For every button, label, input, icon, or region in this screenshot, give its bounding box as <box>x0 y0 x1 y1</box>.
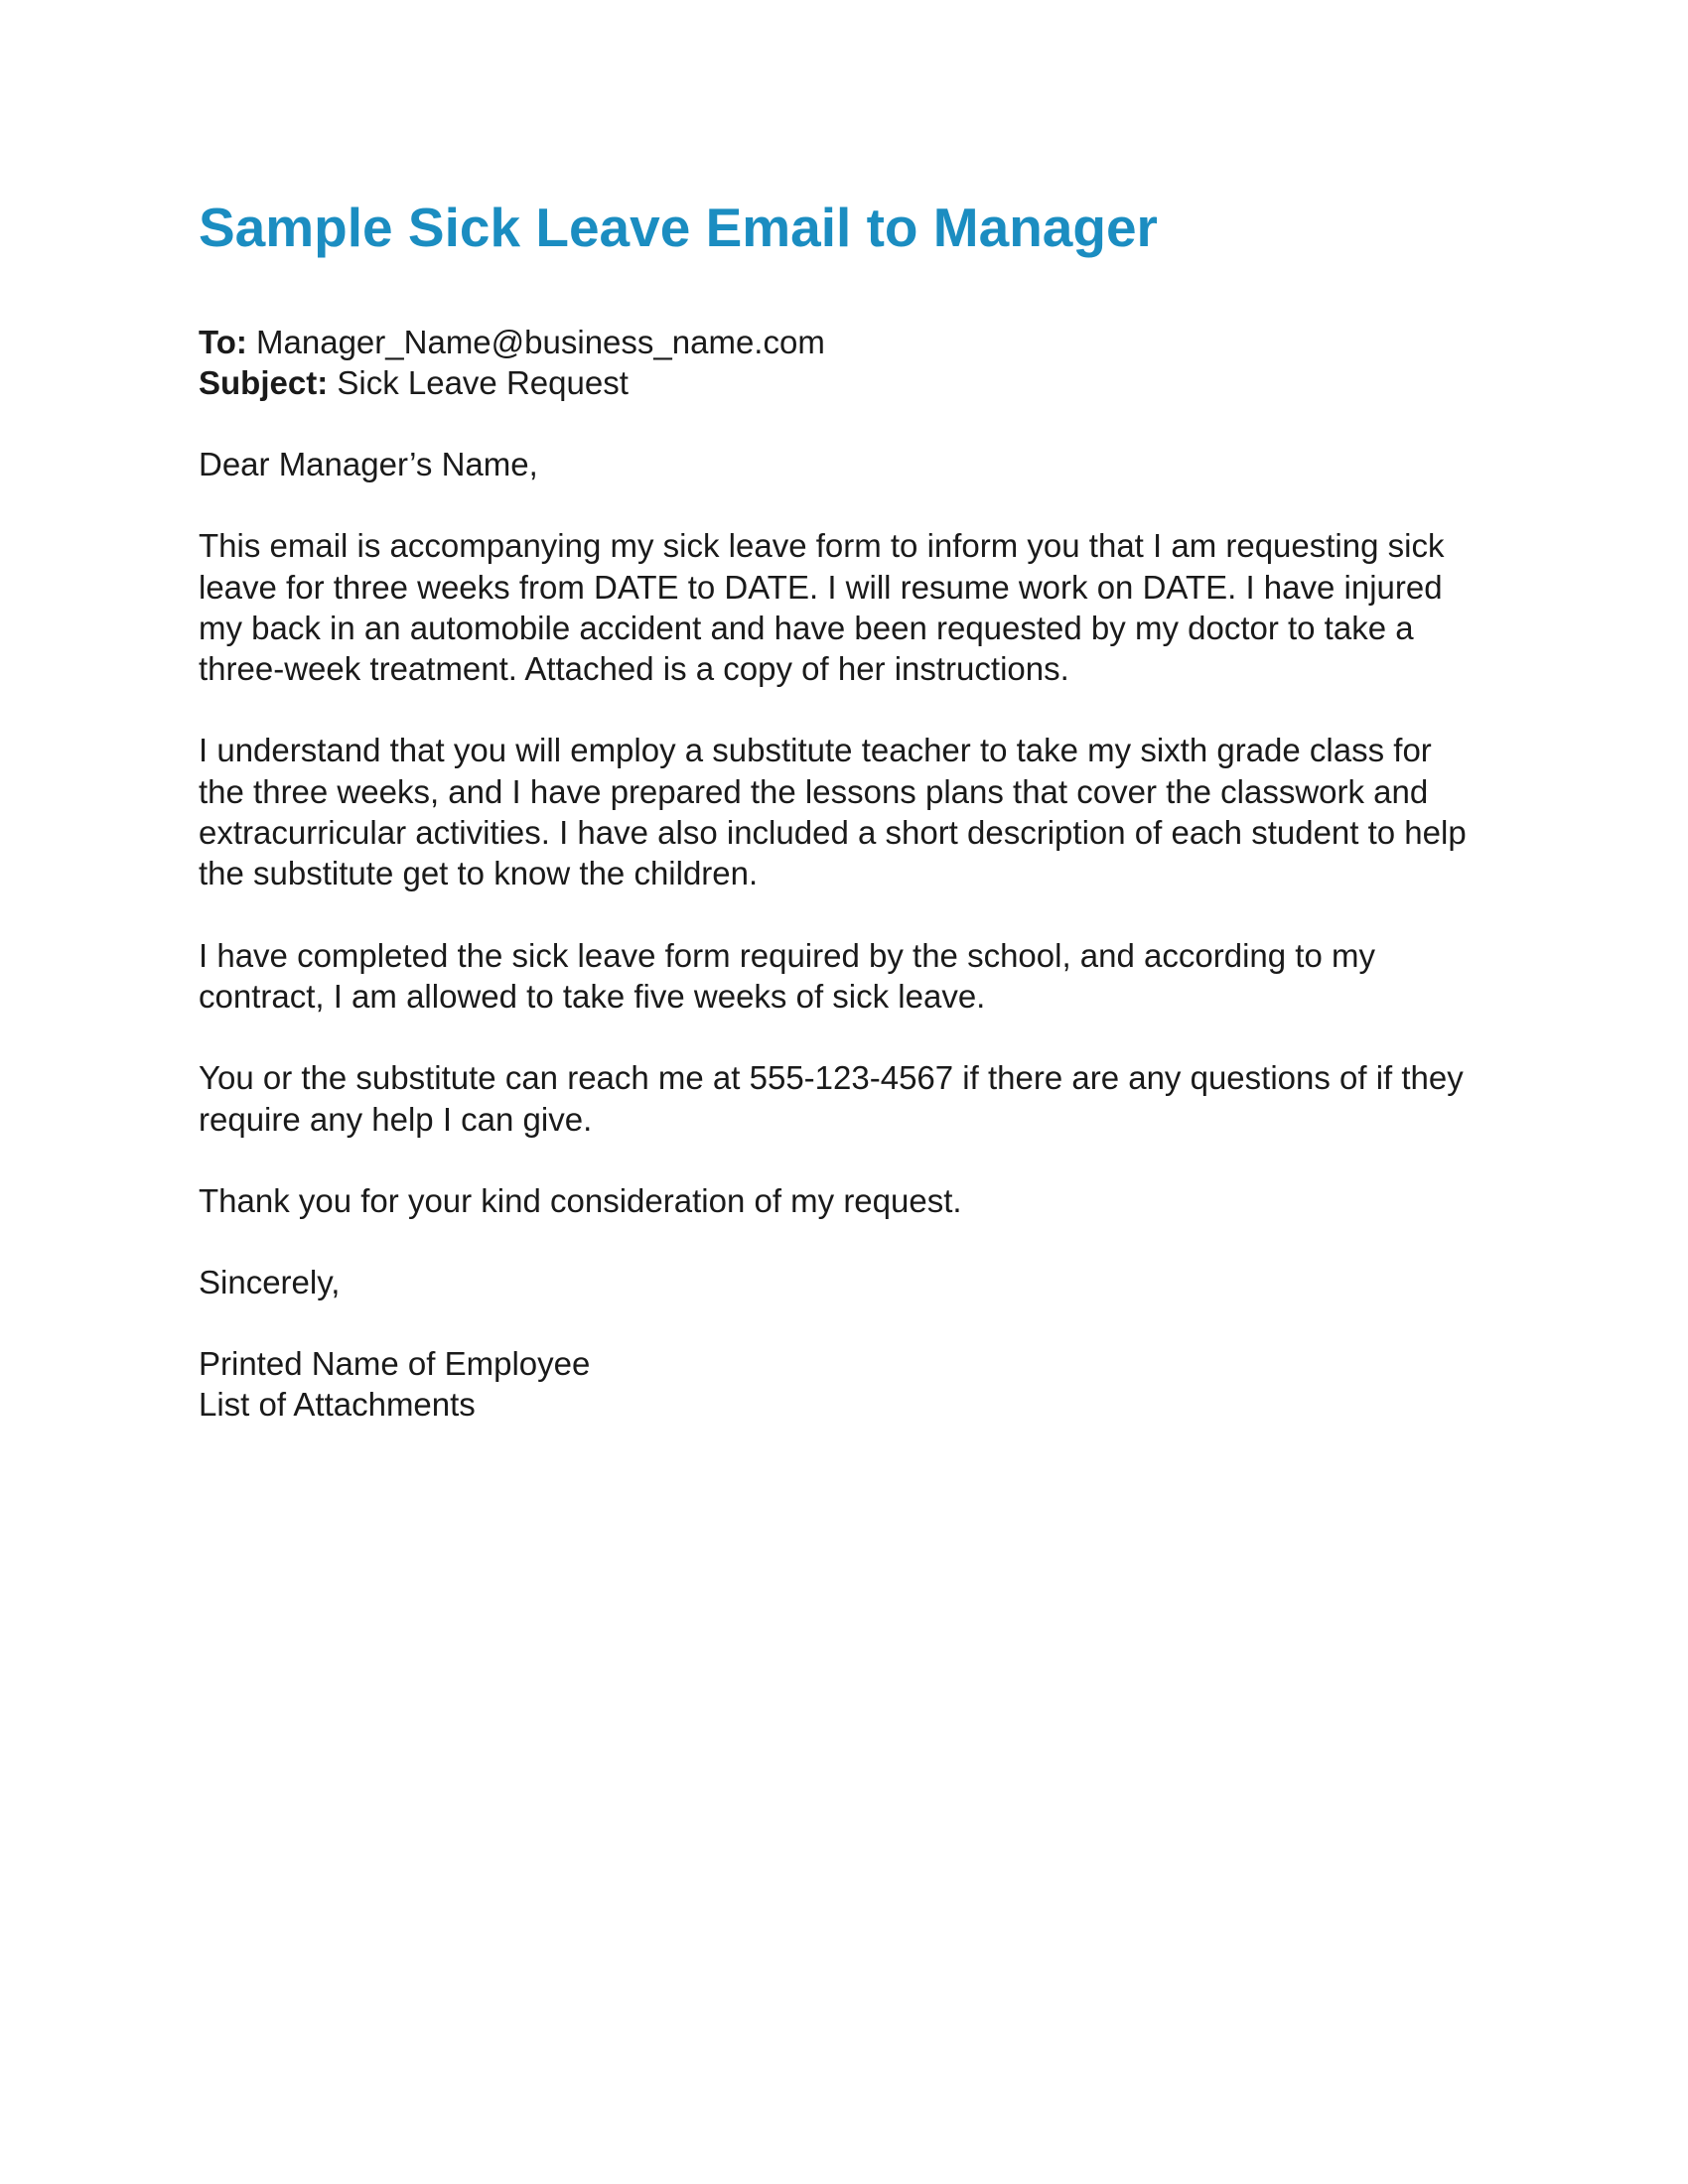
paragraph-line: I understand that you will employ a substitute teacher to take my sixth grade class for <box>199 732 1432 769</box>
paragraph-line: require any help I can give. <box>199 1100 593 1138</box>
to-address: Manager_Name@business_name.com <box>256 324 825 360</box>
signature-block <box>199 1343 1489 1425</box>
paragraph-line: extracurricular activities. I have also included a short description of each student to help <box>199 814 1467 852</box>
subject-line <box>199 362 1489 403</box>
body-paragraph-5 <box>199 1180 1489 1221</box>
paragraph-line: leave for three weeks from DATE to DATE. I will resume work on DATE. I have injured <box>199 568 1443 606</box>
body-paragraph-4 <box>199 1057 1489 1140</box>
body-paragraph-1 <box>199 525 1489 689</box>
email-header <box>199 322 1489 403</box>
printed-name: Printed Name of Employee <box>199 1345 591 1383</box>
body-paragraph-3 <box>199 935 1489 1018</box>
to-line <box>199 322 1489 362</box>
paragraph-line: contract, I am allowed to take five weeks of sick leave. <box>199 977 986 1015</box>
to-label: To: <box>199 324 247 360</box>
paragraph-line: This email is accompanying my sick leave form to inform you that I am requesting sick <box>199 527 1445 565</box>
paragraph-line: Thank you for your kind consideration of my request. <box>199 1181 962 1219</box>
salutation: Dear Manager’s Name, <box>199 446 538 482</box>
paragraph-line: my back in an automobile accident and have been requested by my doctor to take a <box>199 609 1414 646</box>
paragraph-line: three-week treatment. Attached is a copy of her instructions. <box>199 650 1069 688</box>
body-paragraph-2 <box>199 730 1489 893</box>
subject-value: Sick Leave Request <box>337 364 629 401</box>
subject-label: Subject: <box>199 364 329 401</box>
document-title: Sample Sick Leave Email to Manager <box>199 197 1158 258</box>
paragraph-line: the three weeks, and I have prepared the lessons plans that cover the classwork and <box>199 772 1429 810</box>
paragraph-line: the substitute get to know the children. <box>199 855 759 892</box>
document-page <box>199 195 1489 1425</box>
attachments-list: List of Attachments <box>199 1386 476 1424</box>
closing: Sincerely, <box>199 1264 341 1301</box>
paragraph-line: You or the substitute can reach me at 555-123-4567 if there are any questions of if they <box>199 1059 1464 1097</box>
paragraph-line: I have completed the sick leave form required by the school, and according to my <box>199 936 1375 974</box>
